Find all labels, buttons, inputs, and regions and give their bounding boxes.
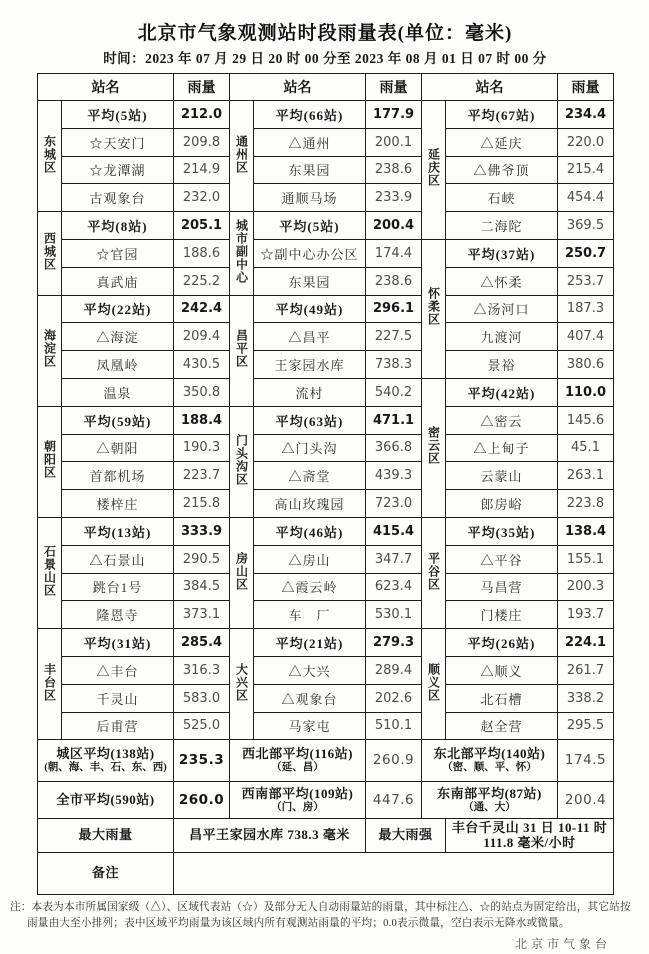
summary-text: 东南部平均(87站) [437,785,542,801]
station-cell: 平均(37站) [446,239,558,267]
value-cell: 723.0 [366,490,422,518]
header-station: 站名 [422,74,558,101]
station-cell: 平均(63站) [254,406,366,434]
station-cell: △房山 [254,545,366,573]
summary-value-cell [366,782,422,819]
summary-value-cell [174,740,230,782]
summary-text: 城区平均(138站) [56,746,155,762]
value-cell: 45.1 [558,434,614,462]
value-cell: 471.1 [366,406,422,434]
table-row [38,684,614,712]
summary-subtext: (朝、海、丰、石、东、西) [44,762,167,774]
region-label: 城市副中心 [234,218,249,284]
station-cell: 赵全营 [446,712,558,740]
value-cell: 250.7 [558,239,614,267]
station-cell: 温泉 [62,378,174,406]
station-cell: 平均(5站) [254,212,366,240]
summary-row [38,819,614,853]
station-cell: △斋堂 [254,462,366,490]
value-cell: 200.1 [366,128,422,156]
header-rain: 雨量 [558,74,614,101]
summary-label-cell [174,853,614,895]
value-cell: 347.7 [366,545,422,573]
region-cell [230,517,254,628]
value-cell: 215.8 [174,490,230,518]
summary-text: 235.3 [178,752,225,769]
summary-row [38,740,614,782]
value-cell: 253.7 [558,267,614,295]
summary-text: 174.5 [564,752,607,769]
region-cell [38,295,62,406]
region-label: 房山区 [234,551,249,591]
summary-subtext: （延、昌） [271,762,324,774]
summary-subtext: （密、顺、平、怀） [442,762,537,774]
station-cell: 云蒙山 [446,462,558,490]
station-cell: 平均(66站) [254,101,366,129]
summary-label-cell [38,853,174,895]
station-cell: △丰台 [62,656,174,684]
table-row [38,517,614,545]
table-row [38,712,614,740]
value-cell: 190.3 [174,434,230,462]
region-label: 西城区 [42,231,57,271]
summary-row [38,853,614,895]
table-row [38,212,614,240]
value-cell: 525.0 [174,712,230,740]
station-cell: 平均(67站) [446,101,558,129]
summary-row [38,782,614,819]
region-cell [38,629,62,740]
summary-label-cell [174,819,366,853]
station-cell: 真武庙 [62,267,174,295]
summary-text: 最大雨强 [378,827,433,843]
table-row [38,101,614,129]
summary-label-cell [366,819,446,853]
value-cell: 540.2 [366,378,422,406]
table-row [38,601,614,629]
station-cell: 王家园水库 [254,351,366,379]
station-cell: 二海陀 [446,212,558,240]
value-cell: 285.4 [174,629,230,657]
station-cell: △顺义 [446,656,558,684]
value-cell: 373.1 [174,601,230,629]
value-cell: 209.8 [174,128,230,156]
summary-label-cell [38,740,174,782]
summary-text: 西北部平均(116站) [242,746,353,762]
table-row [38,239,614,267]
value-cell: 212.0 [174,101,230,129]
station-cell: 千灵山 [62,684,174,712]
station-cell: 车 厂 [254,601,366,629]
summary-text: 东北部平均(140站) [433,746,546,762]
station-cell: 凤凰岭 [62,351,174,379]
value-cell: 174.4 [366,239,422,267]
station-cell: 石峡 [446,184,558,212]
page-title: 北京市气象观测站时段雨量表(单位：毫米) [137,23,513,44]
summary-subtext: （门、房） [271,801,324,813]
rainfall-table [37,73,614,895]
region-cell [38,406,62,517]
station-cell: 跳台1号 [62,573,174,601]
summary-label-cell [38,782,174,819]
table-row [38,406,614,434]
summary-value-cell [174,782,230,819]
summary-text: 260.9 [372,752,415,769]
summary-text: 最大雨量 [78,827,133,843]
summary-label-cell [422,740,558,782]
value-cell: 155.1 [558,545,614,573]
region-cell [422,239,446,378]
summary-label-cell [230,782,366,819]
value-cell: 233.9 [366,184,422,212]
table-row [38,462,614,490]
station-cell: △大兴 [254,656,366,684]
value-cell: 110.0 [558,378,614,406]
summary-value-cell [558,782,614,819]
summary-subtext: （通、大） [463,801,516,813]
station-cell: 平均(35站) [446,517,558,545]
station-cell: ☆天安门 [62,128,174,156]
value-cell: 263.1 [558,462,614,490]
summary-text: 447.6 [372,791,415,808]
region-cell [230,295,254,406]
value-cell: 384.5 [174,573,230,601]
value-cell: 200.4 [366,212,422,240]
value-cell: 338.2 [558,684,614,712]
region-cell [230,212,254,295]
summary-label-cell [38,819,174,853]
station-cell: 后甫营 [62,712,174,740]
value-cell: 232.0 [174,184,230,212]
station-cell: 景裕 [446,351,558,379]
table-row [38,267,614,295]
summary-text: 备注 [91,865,119,881]
table-row [38,128,614,156]
region-label: 延庆区 [426,148,441,188]
region-label: 东城区 [42,134,57,174]
value-cell: 138.4 [558,517,614,545]
station-cell: △门头沟 [254,434,366,462]
station-cell: △霞云岭 [254,573,366,601]
summary-text: 丰台千灵山 31 日 10-11 时 111.8 毫米/小时 [451,819,608,850]
region-cell [422,517,446,628]
station-cell: △上甸子 [446,434,558,462]
station-cell: 平均(22站) [62,295,174,323]
region-label: 大兴区 [234,662,249,702]
table-row [38,629,614,657]
region-label: 平谷区 [426,551,441,591]
table-row [38,490,614,518]
station-cell: 平均(42站) [446,378,558,406]
region-cell [38,517,62,628]
value-cell: 623.4 [366,573,422,601]
value-cell: 430.5 [174,351,230,379]
value-cell: 214.9 [174,156,230,184]
table-row [38,434,614,462]
value-cell: 177.9 [366,101,422,129]
value-cell: 200.3 [558,573,614,601]
station-cell: 平均(31站) [62,629,174,657]
station-cell: 平均(13站) [62,517,174,545]
station-cell: ☆官园 [62,239,174,267]
value-cell: 415.4 [366,517,422,545]
value-cell: 261.7 [558,656,614,684]
station-cell: 平均(49站) [254,295,366,323]
table-row [38,351,614,379]
region-cell [38,212,62,295]
header-station: 站名 [230,74,366,101]
station-cell: △石景山 [62,545,174,573]
value-cell: 193.7 [558,601,614,629]
value-cell: 366.8 [366,434,422,462]
value-cell: 209.4 [174,323,230,351]
summary-text: 260.0 [178,791,225,808]
station-cell: △密云 [446,406,558,434]
table-row [38,656,614,684]
station-cell: △朝阳 [62,434,174,462]
region-cell [422,101,446,240]
summary-text: 200.4 [564,791,607,808]
station-cell: △怀柔 [446,267,558,295]
region-label: 丰台区 [42,662,57,702]
summary-label-cell [230,740,366,782]
value-cell: 224.1 [558,629,614,657]
station-cell: 郎房峪 [446,490,558,518]
value-cell: 333.9 [174,517,230,545]
value-cell: 205.1 [174,212,230,240]
value-cell: 238.6 [366,156,422,184]
region-label: 海淀区 [42,329,57,369]
table-row [38,573,614,601]
station-cell: 东果园 [254,156,366,184]
value-cell: 188.6 [174,239,230,267]
region-cell [422,378,446,517]
value-cell: 234.4 [558,101,614,129]
value-cell: 369.5 [558,212,614,240]
region-cell [230,406,254,517]
summary-text: 昌平王家园水库 738.3 毫米 [189,827,350,843]
value-cell: 202.6 [366,684,422,712]
station-cell: △海淀 [62,323,174,351]
table-row [38,545,614,573]
station-cell: △平谷 [446,545,558,573]
value-cell: 290.5 [174,545,230,573]
value-cell: 738.3 [366,351,422,379]
summary-value-cell [366,740,422,782]
region-cell [422,629,446,740]
header-station: 站名 [38,74,174,101]
value-cell: 316.3 [174,656,230,684]
station-cell: △昌平 [254,323,366,351]
table-row [38,156,614,184]
table-row [38,323,614,351]
value-cell: 227.5 [366,323,422,351]
region-label: 通州区 [234,134,249,174]
value-cell: 296.1 [366,295,422,323]
value-cell: 439.3 [366,462,422,490]
station-cell: 平均(46站) [254,517,366,545]
station-cell: 平均(21站) [254,629,366,657]
station-cell: 东果园 [254,267,366,295]
station-cell: 首都机场 [62,462,174,490]
summary-text: 全市平均(590站) [56,791,155,807]
region-label: 密云区 [426,426,441,466]
station-cell: △观象台 [254,684,366,712]
station-cell: 马昌营 [446,573,558,601]
region-label: 朝阳区 [42,440,57,480]
value-cell: 407.4 [558,323,614,351]
station-cell: 平均(5站) [62,101,174,129]
station-cell: 平均(8站) [62,212,174,240]
value-cell: 223.8 [558,490,614,518]
summary-value-cell [558,740,614,782]
station-cell: 九渡河 [446,323,558,351]
footnote: 注：本表为本市所属国家级（△）、区域代表站（☆）及部分无人自动雨量站的雨量，其中标注△、☆的站点为固定给出，其它站按雨量由大至小排列；表中区域平均雨量为该区域内所有观测站雨量的平均；0.0表示微量，空白表示无降水或微量。 [10,902,631,930]
time-range: 时间：2023 年 07 月 29 日 20 时 00 分至 2023 年 08 月 01 日 07 时 00 分 [103,51,547,66]
station-cell: 流村 [254,378,366,406]
value-cell: 215.4 [558,156,614,184]
header-rain: 雨量 [366,74,422,101]
header-row [38,74,614,101]
value-cell: 530.1 [366,601,422,629]
station-cell: 通顺马场 [254,184,366,212]
table-row [38,295,614,323]
region-label: 石景山区 [42,545,57,598]
station-cell: ☆龙潭湖 [62,156,174,184]
value-cell: 220.0 [558,128,614,156]
region-cell [230,629,254,740]
station-cell: ☆副中心办公区 [254,239,366,267]
station-cell: 平均(59站) [62,406,174,434]
value-cell: 454.4 [558,184,614,212]
region-label: 门头沟区 [234,433,249,486]
summary-label-cell [446,819,614,853]
region-label: 怀柔区 [426,287,441,327]
station-cell: 隆恩寺 [62,601,174,629]
station-cell: 马家屯 [254,712,366,740]
station-cell: △通州 [254,128,366,156]
station-cell: 古观象台 [62,184,174,212]
value-cell: 583.0 [174,684,230,712]
station-cell: 高山玫瑰园 [254,490,366,518]
table-row [38,378,614,406]
region-cell [38,101,62,212]
value-cell: 187.3 [558,295,614,323]
station-cell: 平均(26站) [446,629,558,657]
summary-label-cell [422,782,558,819]
value-cell: 238.6 [366,267,422,295]
issuer-signature: 北京市气象台 [514,937,611,952]
value-cell: 188.4 [174,406,230,434]
value-cell: 380.6 [558,351,614,379]
value-cell: 350.8 [174,378,230,406]
value-cell: 223.7 [174,462,230,490]
station-cell: △延庆 [446,128,558,156]
value-cell: 225.2 [174,267,230,295]
station-cell: 楼梓庄 [62,490,174,518]
region-label: 昌平区 [234,329,249,369]
summary-text: 西南部平均(109站) [241,785,354,801]
table-row [38,184,614,212]
header-rain: 雨量 [174,74,230,101]
value-cell: 279.3 [366,629,422,657]
region-label: 顺义区 [426,662,441,702]
station-cell: 北石槽 [446,684,558,712]
value-cell: 145.6 [558,406,614,434]
station-cell: △佛爷顶 [446,156,558,184]
value-cell: 295.5 [558,712,614,740]
region-cell [230,101,254,212]
value-cell: 242.4 [174,295,230,323]
station-cell: 门楼庄 [446,601,558,629]
value-cell: 510.1 [366,712,422,740]
station-cell: △汤河口 [446,295,558,323]
value-cell: 289.4 [366,656,422,684]
